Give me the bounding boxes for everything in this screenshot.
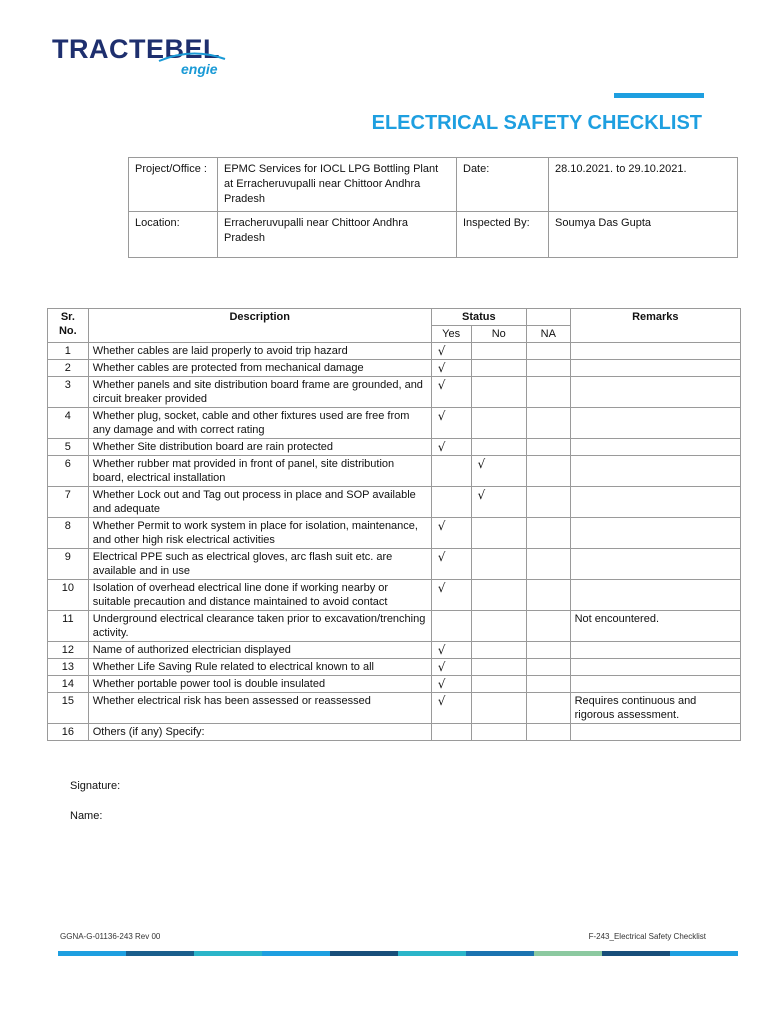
row-no xyxy=(471,408,526,439)
row-na xyxy=(526,611,570,642)
location-value: Erracheruvupalli near Chittoor Andhra Pradesh xyxy=(218,212,457,258)
footer-bar-segment xyxy=(602,951,670,956)
project-value: EPMC Services for IOCL LPG Bottling Plant at Erracheruvupalli near Chittoor Andhra Pradesh xyxy=(218,158,457,212)
row-no: √ xyxy=(471,487,526,518)
footer-color-bar xyxy=(58,951,738,956)
row-yes: √ xyxy=(431,693,471,724)
row-na xyxy=(526,456,570,487)
table-row xyxy=(48,360,741,377)
row-description: Name of authorized electrician displayed xyxy=(88,642,431,659)
row-na xyxy=(526,377,570,408)
header-na: NA xyxy=(526,326,570,343)
row-na xyxy=(526,693,570,724)
row-description: Whether Lock out and Tag out process in place and SOP available and adequate xyxy=(88,487,431,518)
row-sr: 4 xyxy=(48,408,89,439)
row-no xyxy=(471,611,526,642)
project-info-table xyxy=(128,157,738,258)
row-yes: √ xyxy=(431,439,471,456)
row-no xyxy=(471,676,526,693)
row-description: Whether electrical risk has been assessed or reassessed xyxy=(88,693,431,724)
row-description: Whether Site distribution board are rain protected xyxy=(88,439,431,456)
date-label: Date: xyxy=(457,158,549,212)
row-remarks xyxy=(570,676,740,693)
row-sr: 3 xyxy=(48,377,89,408)
table-row xyxy=(48,343,741,360)
row-description: Others (if any) Specify: xyxy=(88,724,431,741)
row-sr: 2 xyxy=(48,360,89,377)
footer-bar-segment xyxy=(466,951,534,956)
row-na xyxy=(526,549,570,580)
table-row xyxy=(48,693,741,724)
row-sr: 6 xyxy=(48,456,89,487)
footer-bar-segment xyxy=(126,951,194,956)
row-no xyxy=(471,518,526,549)
row-remarks xyxy=(570,377,740,408)
footer-bar-segment xyxy=(194,951,262,956)
row-remarks xyxy=(570,439,740,456)
row-no xyxy=(471,439,526,456)
row-yes: √ xyxy=(431,518,471,549)
row-description: Isolation of overhead electrical line done if working nearby or suitable precaution and distance maintained to avoid contact xyxy=(88,580,431,611)
row-na xyxy=(526,518,570,549)
row-description: Whether portable power tool is double insulated xyxy=(88,676,431,693)
signature-label: Signature: xyxy=(70,780,121,792)
info-row-location xyxy=(129,212,738,258)
checklist-header-row xyxy=(48,309,741,326)
row-no: √ xyxy=(471,456,526,487)
logo-engie: engie xyxy=(181,61,218,77)
tractebel-logo xyxy=(52,34,242,84)
table-row xyxy=(48,439,741,456)
row-na xyxy=(526,659,570,676)
row-yes xyxy=(431,487,471,518)
row-na xyxy=(526,487,570,518)
row-sr: 14 xyxy=(48,676,89,693)
row-remarks xyxy=(570,360,740,377)
table-row xyxy=(48,408,741,439)
row-remarks: Not encountered. xyxy=(570,611,740,642)
row-remarks xyxy=(570,456,740,487)
checklist-body xyxy=(48,343,741,741)
row-no xyxy=(471,549,526,580)
row-remarks xyxy=(570,580,740,611)
table-row xyxy=(48,659,741,676)
row-sr: 7 xyxy=(48,487,89,518)
row-yes: √ xyxy=(431,549,471,580)
row-no xyxy=(471,343,526,360)
row-remarks xyxy=(570,642,740,659)
table-row xyxy=(48,377,741,408)
row-sr: 8 xyxy=(48,518,89,549)
header-status: Status xyxy=(431,309,526,326)
table-row xyxy=(48,518,741,549)
row-description: Electrical PPE such as electrical gloves, arc flash suit etc. are available and in use xyxy=(88,549,431,580)
row-na xyxy=(526,408,570,439)
header-description: Description xyxy=(88,309,431,343)
row-remarks xyxy=(570,518,740,549)
table-row xyxy=(48,549,741,580)
row-description: Whether plug, socket, cable and other fixtures used are free from any damage and with correct rating xyxy=(88,408,431,439)
row-yes: √ xyxy=(431,676,471,693)
row-description: Whether rubber mat provided in front of panel, site distribution board, electrical installation xyxy=(88,456,431,487)
row-yes: √ xyxy=(431,580,471,611)
row-yes: √ xyxy=(431,343,471,360)
row-no xyxy=(471,659,526,676)
row-sr: 1 xyxy=(48,343,89,360)
header-no: No xyxy=(471,326,526,343)
row-yes: √ xyxy=(431,377,471,408)
date-value: 28.10.2021. to 29.10.2021. xyxy=(549,158,738,212)
row-na xyxy=(526,360,570,377)
row-yes: √ xyxy=(431,642,471,659)
row-yes xyxy=(431,456,471,487)
row-no xyxy=(471,693,526,724)
row-sr: 5 xyxy=(48,439,89,456)
table-row xyxy=(48,580,741,611)
info-row-project xyxy=(129,158,738,212)
row-yes: √ xyxy=(431,360,471,377)
inspected-value: Soumya Das Gupta xyxy=(549,212,738,258)
row-no xyxy=(471,377,526,408)
inspected-label: Inspected By: xyxy=(457,212,549,258)
project-label: Project/Office : xyxy=(129,158,218,212)
row-description: Underground electrical clearance taken prior to excavation/trenching activity. xyxy=(88,611,431,642)
table-row xyxy=(48,724,741,741)
checklist-table xyxy=(47,308,741,741)
row-yes: √ xyxy=(431,408,471,439)
row-sr: 9 xyxy=(48,549,89,580)
row-description: Whether cables are protected from mechanical damage xyxy=(88,360,431,377)
location-label: Location: xyxy=(129,212,218,258)
row-remarks xyxy=(570,487,740,518)
row-remarks xyxy=(570,659,740,676)
row-description: Whether Life Saving Rule related to electrical known to all xyxy=(88,659,431,676)
table-row xyxy=(48,456,741,487)
row-sr: 10 xyxy=(48,580,89,611)
row-yes: √ xyxy=(431,659,471,676)
row-no xyxy=(471,580,526,611)
table-row xyxy=(48,642,741,659)
row-no xyxy=(471,360,526,377)
table-row xyxy=(48,676,741,693)
footer-bar-segment xyxy=(262,951,330,956)
table-row xyxy=(48,487,741,518)
row-no xyxy=(471,724,526,741)
header-na-spacer xyxy=(526,309,570,326)
footer-bar-segment xyxy=(330,951,398,956)
form-name: F-243_Electrical Safety Checklist xyxy=(588,932,706,941)
row-sr: 12 xyxy=(48,642,89,659)
row-remarks xyxy=(570,408,740,439)
footer-bar-segment xyxy=(398,951,466,956)
row-na xyxy=(526,724,570,741)
row-sr: 11 xyxy=(48,611,89,642)
row-remarks xyxy=(570,549,740,580)
doc-code: GGNA-G-01136-243 Rev 00 xyxy=(60,932,161,941)
row-yes xyxy=(431,724,471,741)
header-sr: Sr. No. xyxy=(48,309,89,343)
footer-bar-segment xyxy=(58,951,126,956)
row-description: Whether cables are laid properly to avoid trip hazard xyxy=(88,343,431,360)
row-sr: 15 xyxy=(48,693,89,724)
row-remarks xyxy=(570,724,740,741)
row-na xyxy=(526,676,570,693)
row-na xyxy=(526,439,570,456)
header-remarks: Remarks xyxy=(570,309,740,343)
row-remarks xyxy=(570,343,740,360)
name-label: Name: xyxy=(70,810,103,822)
footer-bar-segment xyxy=(534,951,602,956)
row-remarks: Requires continuous and rigorous assessment. xyxy=(570,693,740,724)
row-description: Whether panels and site distribution board frame are grounded, and circuit breaker provided xyxy=(88,377,431,408)
row-yes xyxy=(431,611,471,642)
row-no xyxy=(471,642,526,659)
logo-wordmark: TRACTEBEL xyxy=(52,34,220,64)
header-accent-bar xyxy=(614,93,704,98)
row-na xyxy=(526,343,570,360)
table-row xyxy=(48,611,741,642)
row-description: Whether Permit to work system in place for isolation, maintenance, and other high risk electrical activities xyxy=(88,518,431,549)
row-sr: 16 xyxy=(48,724,89,741)
header-yes: Yes xyxy=(431,326,471,343)
row-na xyxy=(526,642,570,659)
row-na xyxy=(526,580,570,611)
page-title: ELECTRICAL SAFETY CHECKLIST xyxy=(371,112,702,134)
footer-bar-segment xyxy=(670,951,738,956)
row-sr: 13 xyxy=(48,659,89,676)
